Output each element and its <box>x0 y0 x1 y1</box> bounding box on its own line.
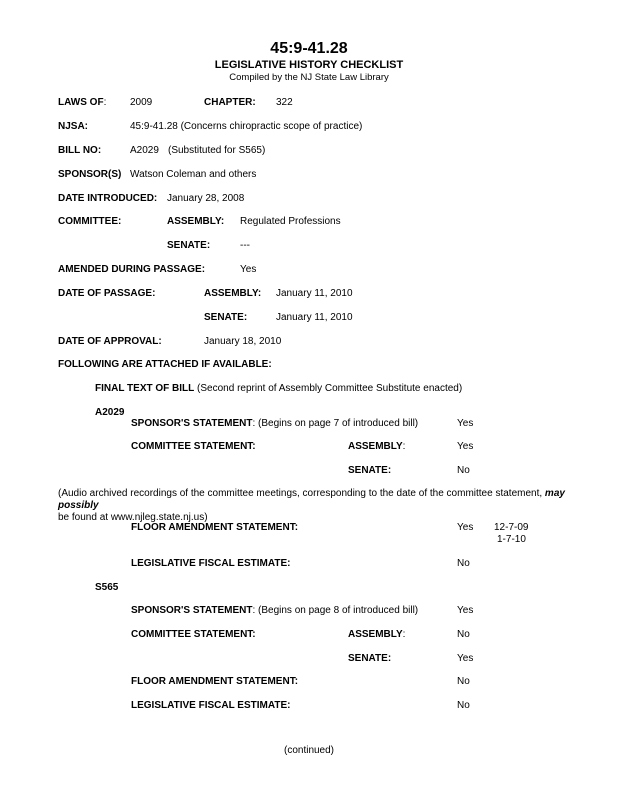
sponsors-value: Watson Coleman and others <box>130 169 257 180</box>
committee-assembly-label: ASSEMBLY: <box>167 216 225 227</box>
s565-committee-label: COMMITTEE STATEMENT: <box>131 629 256 640</box>
approval-label: DATE OF APPROVAL: <box>58 336 162 347</box>
s565-senate-label: SENATE: <box>348 653 392 664</box>
bill-no-value: A2029 <box>130 145 159 156</box>
sponsors-label: SPONSOR(S) <box>58 169 122 180</box>
a2029-sponsor-label: SPONSOR'S STATEMENT <box>131 418 253 429</box>
amended-value: Yes <box>240 264 257 275</box>
a2029-sponsor-row <box>131 418 418 430</box>
a2029-assembly-value: Yes <box>457 441 474 452</box>
continued-note: (continued) <box>283 745 335 756</box>
a2029-floor-value: Yes <box>457 522 474 533</box>
committee-assembly-value: Regulated Professions <box>240 216 341 227</box>
final-text-row <box>95 383 462 395</box>
a2029-assembly-label <box>348 441 405 453</box>
a2029-floor-date-1: 12-7-09 <box>494 522 529 533</box>
chapter-label: CHAPTER: <box>204 97 256 108</box>
s565-senate-value: Yes <box>457 653 474 664</box>
passage-assembly-label: ASSEMBLY: <box>204 288 262 299</box>
a2029-assembly-colon: : <box>402 441 406 452</box>
date-introduced-label: DATE INTRODUCED: <box>58 193 158 204</box>
a2029-heading: A2029 <box>95 407 125 418</box>
s565-sponsor-row <box>131 605 418 617</box>
s565-floor-value: No <box>457 676 470 687</box>
njsa-label: NJSA: <box>58 121 89 132</box>
committee-senate-value: --- <box>240 240 250 251</box>
s565-assembly-label-text: ASSEMBLY <box>348 629 403 640</box>
passage-senate-value: January 11, 2010 <box>276 312 353 323</box>
committee-label: COMMITTEE: <box>58 216 122 227</box>
s565-heading: S565 <box>95 582 119 593</box>
audio-note-emphasis: may possibly <box>58 488 565 511</box>
page-title: 45:9-41.28 <box>270 40 348 57</box>
a2029-sponsor-note: : (Begins on page 7 of introduced bill) <box>252 418 419 429</box>
audio-note <box>58 488 578 524</box>
audio-note-part1: (Audio archived recordings of the committee meetings, corresponding to the date of the committee statement, <box>58 488 543 499</box>
attached-heading: FOLLOWING ARE ATTACHED IF AVAILABLE: <box>58 359 272 370</box>
a2029-assembly-label-text: ASSEMBLY <box>348 441 403 452</box>
page-subtitle: LEGISLATIVE HISTORY CHECKLIST <box>214 59 404 71</box>
passage-assembly-value: January 11, 2010 <box>276 288 353 299</box>
a2029-senate-label: SENATE: <box>348 465 392 476</box>
njsa-value: 45:9-41.28 (Concerns chiropractic scope of practice) <box>130 121 363 132</box>
s565-sponsor-label: SPONSOR'S STATEMENT <box>131 605 253 616</box>
laws-of-label <box>58 97 106 109</box>
laws-of-value: 2009 <box>130 97 153 108</box>
passage-senate-label: SENATE: <box>204 312 248 323</box>
passage-label: DATE OF PASSAGE: <box>58 288 156 299</box>
date-introduced-value: January 28, 2008 <box>167 193 245 204</box>
final-text-note: (Second reprint of Assembly Committee Substitute enacted) <box>197 383 463 394</box>
a2029-sponsor-value: Yes <box>457 418 474 429</box>
s565-fiscal-label: LEGISLATIVE FISCAL ESTIMATE: <box>131 700 291 711</box>
bill-no-label: BILL NO: <box>58 145 102 156</box>
a2029-floor-date-2: 1-7-10 <box>497 534 526 545</box>
a2029-senate-value: No <box>457 465 470 476</box>
committee-senate-label: SENATE: <box>167 240 211 251</box>
chapter-value: 322 <box>276 97 293 108</box>
s565-assembly-label <box>348 629 405 641</box>
s565-sponsor-note: : (Begins on page 8 of introduced bill) <box>252 605 419 616</box>
s565-fiscal-value: No <box>457 700 470 711</box>
s565-assembly-value: No <box>457 629 470 640</box>
s565-sponsor-value: Yes <box>457 605 474 616</box>
approval-value: January 18, 2010 <box>204 336 282 347</box>
s565-floor-label: FLOOR AMENDMENT STATEMENT: <box>131 676 299 687</box>
bill-no-note: (Substituted for S565) <box>168 145 266 156</box>
a2029-fiscal-value: No <box>457 558 470 569</box>
final-text-label: FINAL TEXT OF BILL <box>95 383 195 394</box>
amended-label: AMENDED DURING PASSAGE: <box>58 264 206 275</box>
s565-assembly-colon: : <box>402 629 406 640</box>
a2029-floor-label: FLOOR AMENDMENT STATEMENT: <box>131 522 299 533</box>
a2029-committee-label: COMMITTEE STATEMENT: <box>131 441 256 452</box>
compiled-by: Compiled by the NJ State Law Library <box>229 72 389 83</box>
audio-note-part2: be found at www.njleg.state.nj.us) <box>58 512 208 523</box>
a2029-fiscal-label: LEGISLATIVE FISCAL ESTIMATE: <box>131 558 291 569</box>
laws-of-colon: : <box>103 97 107 108</box>
laws-of-label-text: LAWS OF <box>58 97 104 108</box>
